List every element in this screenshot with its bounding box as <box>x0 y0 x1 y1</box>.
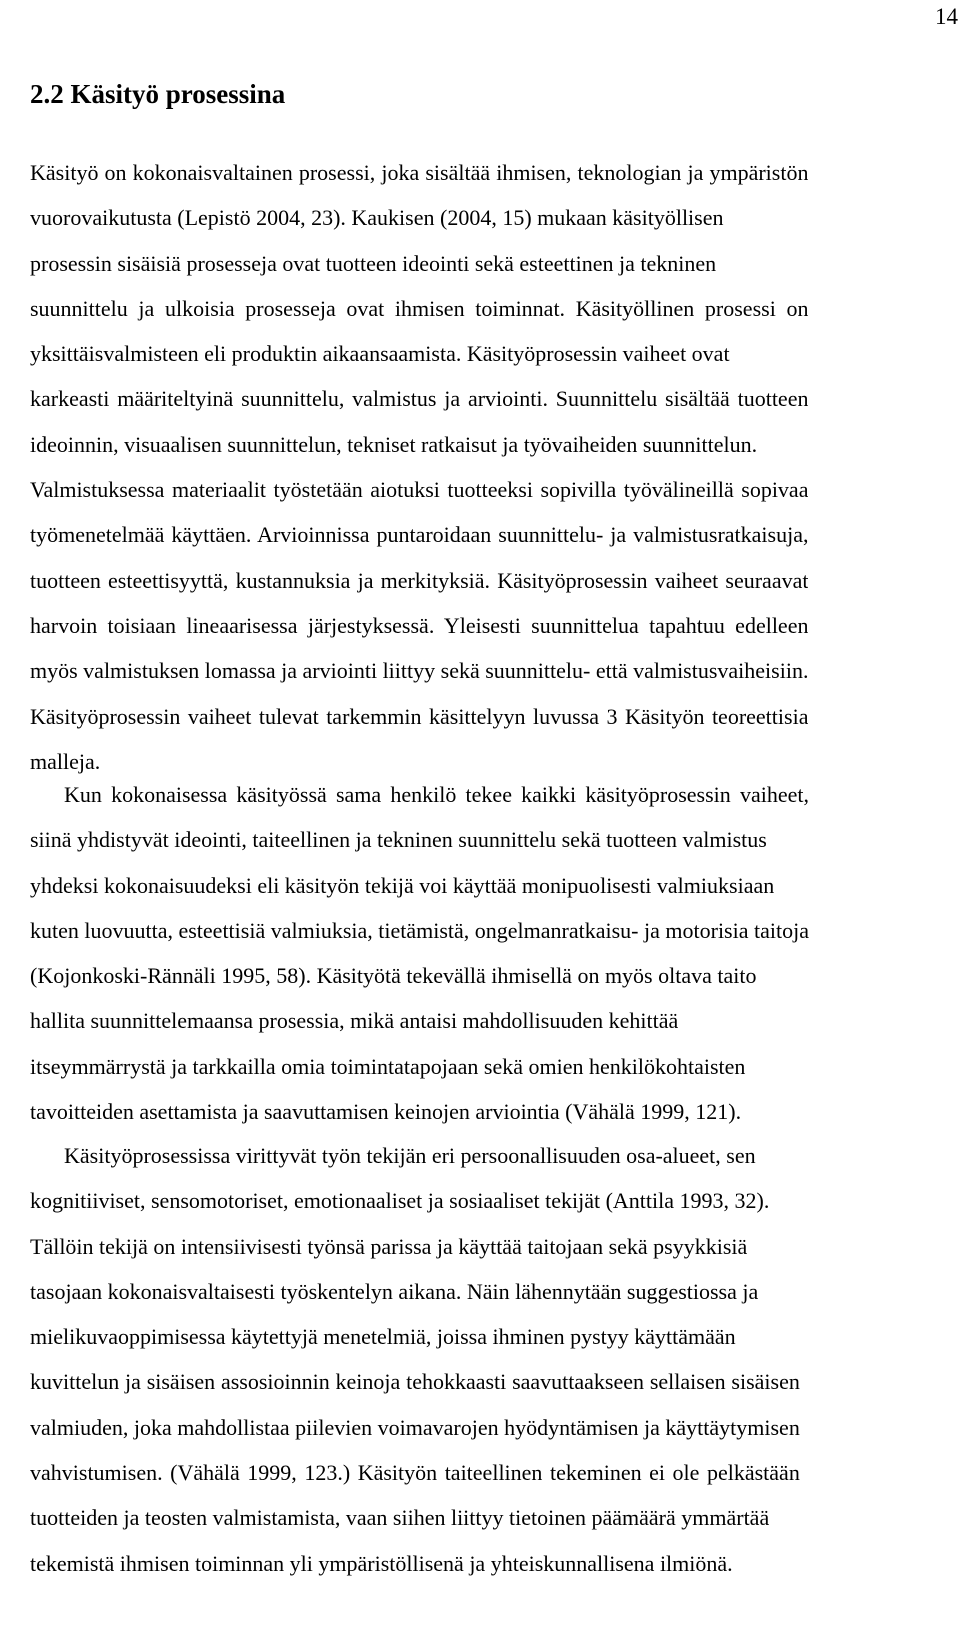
text-line: kognitiiviset, sensomotoriset, emotionaaliset ja sosiaaliset tekijät (Anttila 1993, 32). <box>30 1188 770 1214</box>
text-line: harvoin toisiaan lineaarisessa järjestyksessä. Yleisesti suunnittelua tapahtuu edelleen <box>30 612 809 638</box>
text-line: myös valmistuksen lomassa ja arviointi liittyy sekä suunnittelu- että valmistusvaiheisiin. <box>30 658 809 684</box>
text-line: prosessin sisäisiä prosesseja ovat tuotteen ideointi sekä esteettinen ja tekninen <box>30 250 717 276</box>
text-line: karkeasti määriteltyinä suunnittelu, valmistus ja arviointi. Suunnittelu sisältää tuotteen <box>30 386 809 412</box>
text-line: valmiuden, joka mahdollistaa piilevien voimavarojen hyödyntämisen ja käyttäytymisen <box>30 1414 800 1440</box>
text-line: hallita suunnittelemaansa prosessia, mikä antaisi mahdollisuuden kehittää <box>30 1008 679 1034</box>
text-line: Käsityöprosessin vaiheet tulevat tarkemmin käsittelyyn luvussa 3 Käsityön teoreettisia <box>30 703 809 729</box>
text-line: itseymmärrystä ja tarkkailla omia toimintatapojaan sekä omien henkilökohtaisten <box>30 1053 746 1079</box>
text-line: tekemistä ihmisen toiminnan yli ympäristöllisenä ja yhteiskunnallisena ilmiönä. <box>30 1550 733 1576</box>
text-line: yksittäisvalmisteen eli produktin aikaansaamista. Käsityöprosessin vaiheet ovat <box>30 341 730 367</box>
text-line: ideoinnin, visuaalisen suunnittelun, tekniset ratkaisut ja työvaiheiden suunnittelun. <box>30 431 758 457</box>
text-line: vahvistumisen. (Vähälä 1999, 123.) Käsityön taiteellinen tekeminen ei ole pelkästään <box>30 1460 800 1486</box>
text-line: Tällöin tekijä on intensiivisesti työnsä parissa ja käyttää taitojaan sekä psyykkisiä <box>30 1233 748 1259</box>
text-line: tasojaan kokonaisvaltaisesti työskentelyn aikana. Näin lähennytään suggestiossa ja <box>30 1278 759 1304</box>
paragraph-1 <box>30 150 808 784</box>
text-line: tavoitteiden asettamista ja saavuttamisen keinojen arviointia (Vähälä 1999, 121). <box>30 1099 742 1125</box>
text-line: vuorovaikutusta (Lepistö 2004, 23). Kaukisen (2004, 15) mukaan käsityöllisen <box>30 205 724 231</box>
text-line: kuvittelun ja sisäisen assosioinnin keinoja tehokkaasti saavuttaakseen sellaisen sisäisen <box>30 1369 800 1395</box>
text-line: kuten luovuutta, esteettisiä valmiuksia, tietämistä, ongelmanratkaisu- ja motorisia taitoja <box>30 917 809 943</box>
text-line: (Kojonkoski-Rännäli 1995, 58). Käsityötä tekevällä ihmisellä on myös oltava taito <box>30 963 757 989</box>
text-line: Käsityö on kokonaisvaltainen prosessi, joka sisältää ihmisen, teknologian ja ympäristön <box>30 160 809 185</box>
paragraph-3 <box>30 1133 800 1586</box>
text-line: Käsityöprosessissa virittyvät työn tekijän eri persoonallisuuden osa-alueet, sen <box>64 1143 756 1168</box>
page-number: 14 <box>935 4 958 29</box>
paragraph-2 <box>30 772 809 1134</box>
text-line: Kun kokonaisessa käsityössä sama henkilö tekee kaikki käsityöprosessin vaiheet, <box>64 782 809 807</box>
text-line: malleja. <box>30 748 101 774</box>
section-heading: 2.2 Käsityö prosessina <box>30 79 286 109</box>
text-line: työmenetelmää käyttäen. Arvioinnissa puntaroidaan suunnittelu- ja valmistusratkaisuja, <box>30 522 809 548</box>
text-line: siinä yhdistyvät ideointi, taiteellinen ja tekninen suunnittelu sekä tuotteen valmistus <box>30 827 767 853</box>
text-line: tuotteiden ja teosten valmistamista, vaan siihen liittyy tietoinen päämäärä ymmärtää <box>30 1505 770 1531</box>
text-line: mielikuvaoppimisessa käytettyjä menetelmiä, joissa ihminen pystyy käyttämään <box>30 1324 736 1350</box>
text-line: tuotteen esteettisyyttä, kustannuksia ja merkityksiä. Käsityöprosessin vaiheet seuraavat <box>30 567 809 593</box>
text-line: Valmistuksessa materiaalit työstetään aiotuksi tuotteeksi sopivilla työvälineillä sopivaa <box>30 477 809 503</box>
text-line: suunnittelu ja ulkoisia prosesseja ovat ihmisen toiminnat. Käsityöllinen prosessi on <box>30 295 809 321</box>
text-line: yhdeksi kokonaisuudeksi eli käsityön tekijä voi käyttää monipuolisesti valmiuksiaan <box>30 872 775 898</box>
